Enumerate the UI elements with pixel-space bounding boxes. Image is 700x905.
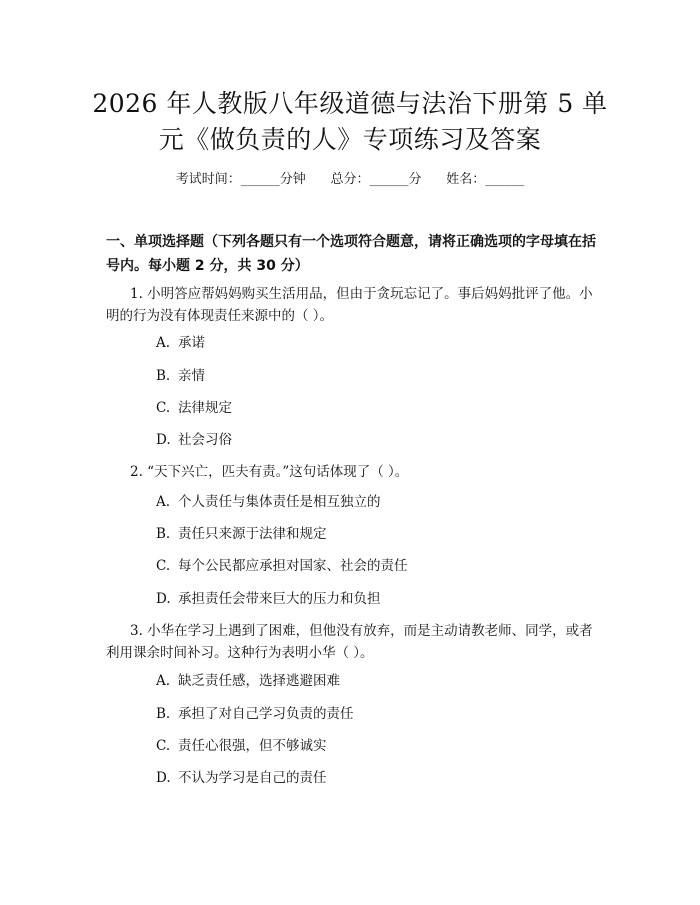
question-2-option-a <box>156 492 596 512</box>
option-letter: C. <box>156 738 171 754</box>
option-letter: C. <box>156 400 171 416</box>
question-3-option-c <box>156 736 596 756</box>
section-heading: 一、单项选择题（下列各题只有一个选项符合题意，请将正确选项的字母填在括号内。每小题 2 分，共 30 分） <box>106 234 596 274</box>
option-text: 承诺 <box>178 335 205 351</box>
option-text: 亲情 <box>178 368 205 384</box>
option-text: 缺乏责任感，选择逃避困难 <box>178 673 340 689</box>
question-2-option-c <box>156 556 596 576</box>
question-3-option-b <box>156 704 596 724</box>
question-1-option-c <box>156 398 596 418</box>
question-1-option-a <box>156 333 596 353</box>
option-letter: A. <box>156 494 171 510</box>
option-text: 责任心很强，但不够诚实 <box>178 738 327 754</box>
question-3-option-d <box>156 768 596 788</box>
option-text: 承担责任会带来巨大的压力和负担 <box>178 591 381 607</box>
option-text: 法律规定 <box>178 400 232 416</box>
option-letter: B. <box>156 706 171 722</box>
option-letter: D. <box>156 770 171 786</box>
question-2: 2. “天下兴亡，匹夫有责。”这句话体现了（ ）。 <box>130 464 409 480</box>
option-letter: B. <box>156 526 171 542</box>
option-text: 责任只来源于法律和规定 <box>178 526 327 542</box>
question-1: 1. 小明答应帮妈妈购买生活用品，但由于贪玩忘记了。事后妈妈批评了他。小明的行为没有体现责任来源中的（ ）。 <box>106 286 593 324</box>
question-1-option-d <box>156 430 596 450</box>
question-1-option-b <box>156 366 596 386</box>
option-letter: B. <box>156 368 171 384</box>
question-3-option-a <box>156 671 596 691</box>
document-title-line-2: 元《做负责的人》专项练习及答案 <box>158 125 542 154</box>
question-2-option-d <box>156 589 596 609</box>
option-text: 每个公民都应承担对国家、社会的责任 <box>178 558 408 574</box>
option-letter: D. <box>156 591 171 607</box>
option-letter: C. <box>156 558 171 574</box>
option-text: 承担了对自己学习负责的责任 <box>178 706 354 722</box>
option-text: 不认为学习是自己的责任 <box>178 770 327 786</box>
question-2-option-b <box>156 524 596 544</box>
option-letter: D. <box>156 432 171 448</box>
option-text: 社会习俗 <box>178 432 232 448</box>
document-title-line-1: 2026 年人教版八年级道德与法治下册第 5 单 <box>92 89 608 118</box>
option-letter: A. <box>156 673 171 689</box>
exam-info: 考试时间：______分钟 总分：______分 姓名：______ <box>175 172 525 187</box>
option-text: 个人责任与集体责任是相互独立的 <box>178 494 381 510</box>
question-3: 3. 小华在学习上遇到了困难，但他没有放弃，而是主动请教老师、同学，或者利用课余时间补习。这种行为表明小华（ ）。 <box>106 623 593 661</box>
option-letter: A. <box>156 335 171 351</box>
